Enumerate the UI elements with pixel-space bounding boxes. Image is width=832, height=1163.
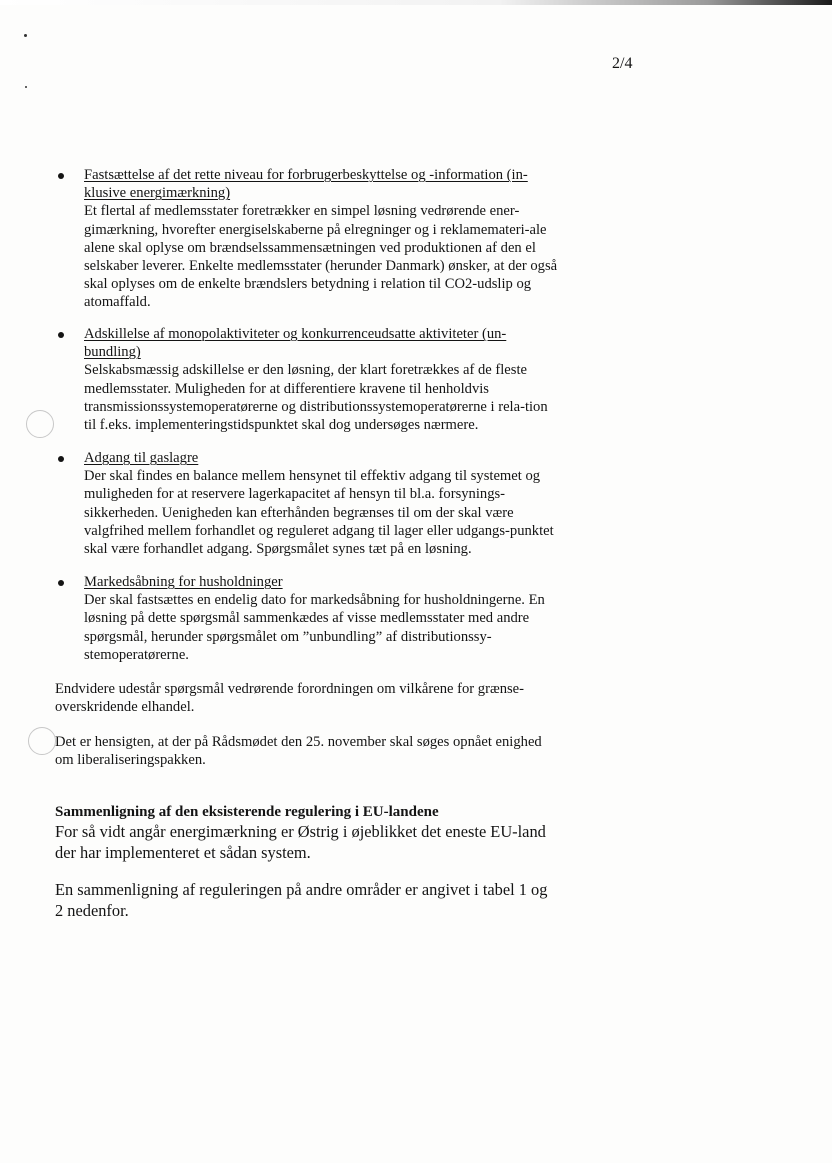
bullet-item-unbundling [58,325,558,434]
bullet-item-household-market [58,573,558,664]
scan-speck [24,34,27,37]
paragraph-tables: En sammenligning af reguleringen på andre områder er angivet i tabel 1 og 2 nedenfor. [55,880,548,920]
bullet-icon [58,580,64,586]
bullet-heading: Adskillelse af monopolaktiviteter og konkurrenceudsatte aktiviteter (un-bundling) [84,326,507,361]
paragraph-council-meeting: Det er hensigten, at der på Rådsmødet den 25. november skal søges opnået enighed om liberaliseringspakken. [55,734,542,769]
bullet-body: Der skal fastsættes en endelig dato for markedsåbning for husholdningerne. En løsning på dette spørgsmål sammenkædes af visse medlemsstater med andre spørgsmål, herunder spørgsmålet om ”unbundling” af distributionssy-stemoperatørerne. [84,592,545,663]
bullet-body: Der skal findes en balance mellem hensynet til effektiv adgang til systemet og muligheden for at reservere lagerkapacitet af hensyn til bl.a. forsynings-sikkerheden. Uenigheden kan efterhånden begrænses til om der skal være valgfrihed mellem forhandlet og reguleret adgang til lager eller udgangs-punktet skal være forhandlet adgang. Spørgsmålet synes tæt på en løsning. [84,468,554,558]
bullet-icon [58,456,64,462]
section-heading: Sammenligning af den eksisterende regulering i EU-landene [55,804,439,820]
bullet-icon [58,173,64,179]
bullet-body: Selskabsmæssig adskillelse er den løsning, der klart foretrækkes af de fleste medlemsstater. Muligheden for at differentiere kravene til henholdvis transmissionssystemoperatørerne og distributionssystemoperatørerne i rela-tion til f.eks. implementeringstidspunktet skal dog undersøges nærmere. [84,362,548,434]
punch-hole-mark [28,727,56,755]
bullet-item-gas-storage [58,449,558,558]
paragraph-austria: For så vidt angår energimærkning er Østrig i øjeblikket det eneste EU-land der har implementeret et sådan system. [55,822,546,862]
paragraph-crossborder: Endvidere udestår spørgsmål vedrørende forordningen om vilkårene for grænse-overskridende elhandel. [55,681,525,716]
bullet-heading: Markedsåbning for husholdninger [84,574,283,590]
bullet-item-consumer-protection [58,166,558,312]
page-number: 2/4 [612,55,633,72]
bullet-body: Et flertal af medlemsstater foretrækker en simpel løsning vedrørende ener-gimærkning, hvorefter energiselskaberne på elregninger og i reklamemateri-ale alene skal oplyse om brændselssammensætningen ved produktionen af den el selskaber leverer. Enkelte medlemsstater (herunder Danmark) ønsker, at der også skal oplyses om de enkelte brændslers betydning i relation til CO2-udslip og atomaffald. [84,203,558,311]
bullet-icon [58,332,64,338]
punch-hole-mark [26,410,54,438]
scan-speck [25,86,27,88]
bullet-heading: Adgang til gaslagre [84,450,199,466]
bullet-heading: Fastsættelse af det rette niveau for forbrugerbeskyttelse og -information (in-klusive energimærkning) [84,167,528,202]
scan-top-edge [0,0,832,5]
